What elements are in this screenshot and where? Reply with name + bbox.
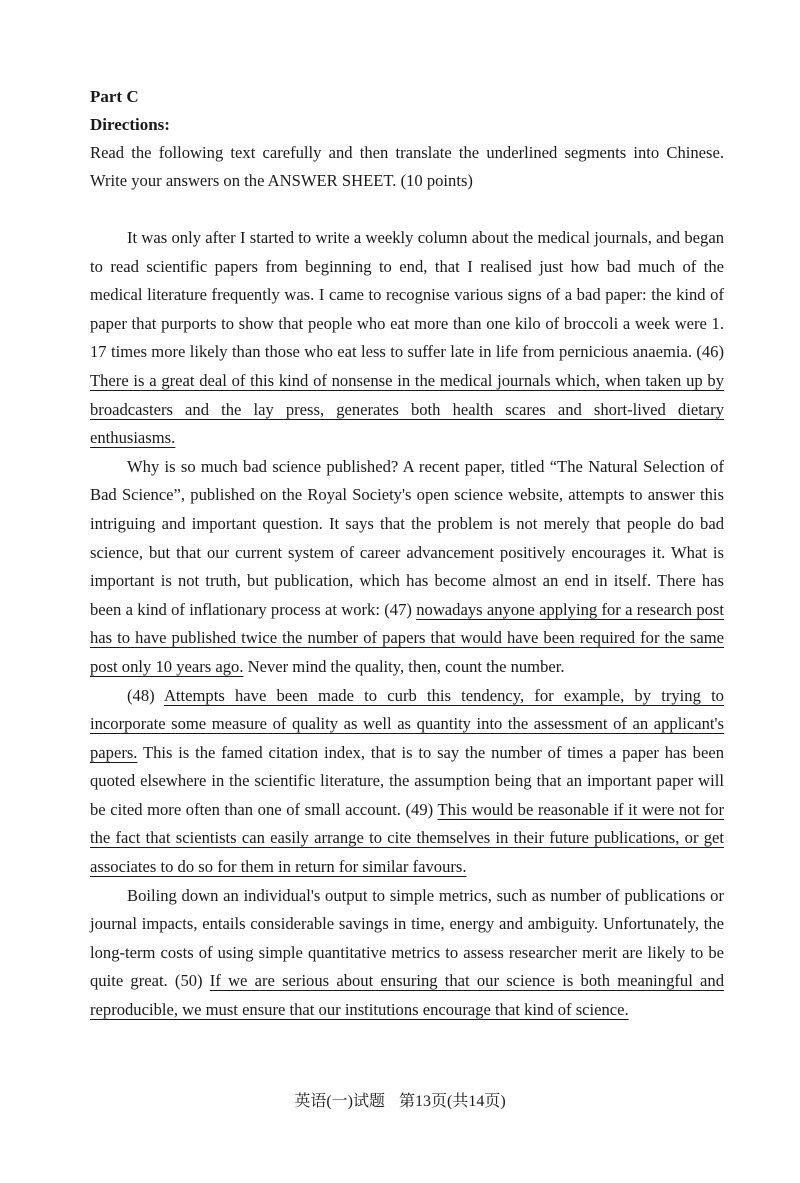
directions-text: Read the following text carefully and then translate the underlined segments into Chinese. Write your answers on the ANSWER SHEET. (10 points) [90, 143, 724, 190]
paragraph-2 [90, 453, 724, 682]
paragraph-1-text: It was only after I started to write a weekly column about the medical journals, and began to read scientific papers from beginning to end, that I realised just how bad much of the medical literature frequently was. I came to recognise various signs of a bad paper: the kind of paper that purports to show that people who eat more than one kilo of broccoli a week were 1. 17 times more likely than those who eat less to suffer late in life from pernicious anaemia. (46) [90, 228, 724, 362]
footer-subject: 英语(一)试题 [294, 1093, 385, 1110]
paragraph-3-text: This is the famed citation index, that is to say the number of times a paper has been quoted elsewhere in the scientific literature, the assumption being that an important paper will be cited more often than one of small account. (49) [90, 742, 724, 819]
paragraph-2-tail: Never mind the quality, then, count the number. [243, 656, 565, 676]
directions-title: Directions: [90, 115, 170, 134]
underlined-segment-46: There is a great deal of this kind of nonsense in the medical journals which, when taken up by broadcasters and the lay press, generates both health scares and short-lived dietary enthusiasms. [90, 370, 724, 448]
paragraph-3-label: (48) [127, 685, 164, 705]
passage [90, 224, 724, 1025]
part-title: Part C [90, 87, 139, 106]
underlined-segment-48: Attempts have been made to curb this tendency, for example, by trying to incorporate some measure of quality as well as quantity into the assessment of an applicant's papers. [90, 685, 724, 762]
paragraph-3 [90, 682, 724, 882]
page-footer [0, 1091, 800, 1113]
underlined-segment-50: If we are serious about ensuring that our science is both meaningful and reproducible, we must ensure that our institutions encourage that kind of science. [90, 971, 724, 1020]
paragraph-1 [90, 224, 724, 453]
underlined-segment-47: nowadays anyone applying for a research post has to have published twice the number of papers that would have been required for the same post only 10 years ago. [90, 599, 724, 676]
paragraph-2-text: Why is so much bad science published? A recent paper, titled “The Natural Selection of Bad Science”, published on the Royal Society's open science website, attempts to answer this intriguing and important question. It says that the problem is not merely that people do bad science, but that our current system of career advancement positively encourages it. What is important is not truth, but publication, which has become almost an end in itself. There has been a kind of inflationary process at work: (47) [90, 456, 724, 619]
paragraph-4-text: Boiling down an individual's output to simple metrics, such as number of publications or journal impacts, entails considerable savings in time, energy and ambiguity. Unfortunately, the long-term costs of using simple quantitative metrics to assess researcher merit are likely to be quite great. (50) [90, 885, 724, 991]
footer-page-number: 第13页(共14页) [399, 1093, 506, 1110]
paragraph-4 [90, 882, 724, 1025]
underlined-segment-49: This would be reasonable if it were not for the fact that scientists can easily arrange to cite themselves in their future publications, or get associates to do so for them in return for similar favours. [90, 799, 724, 877]
